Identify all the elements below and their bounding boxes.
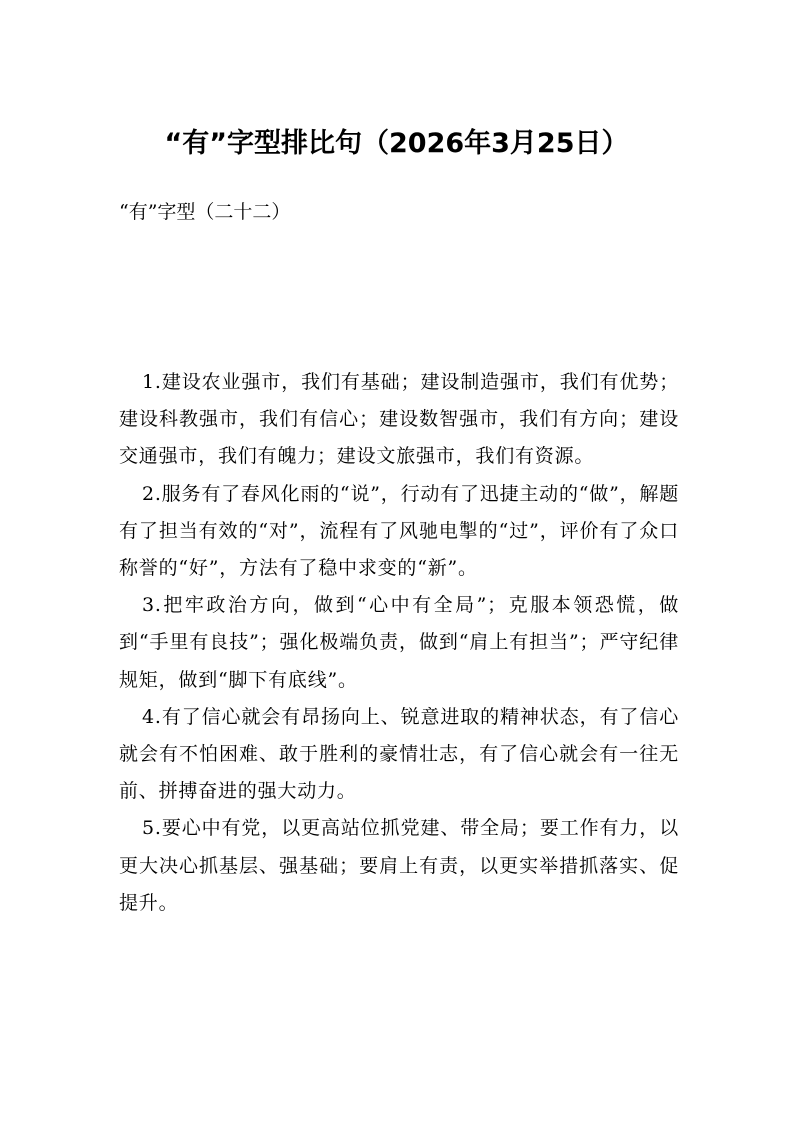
paragraph-4: 4.有了信心就会有昂扬向上、锐意进取的精神状态，有了信心就会有不怕困难、敢于胜利的豪情壮志，有了信心就会有一往无前、拼搏奋进的强大动力。 <box>119 705 679 803</box>
document-title: “有”字型排比句（2026年3月25日） <box>164 128 629 159</box>
paragraph-3: 3.把牢政治方向，做到“心中有全局”；克服本领恐慌，做到“手里有良技”；强化极端负责，做到“肩上有担当”；严守纪律规矩，做到“脚下有底线”。 <box>119 594 679 691</box>
paragraph-2: 2.服务有了春风化雨的“说”，行动有了迅捷主动的“做”，解题有了担当有效的“对”，流程有了风驰电掣的“过”，评价有了众口称誉的“好”，方法有了稳中求变的“新”。 <box>119 482 679 580</box>
document-subtitle: “有”字型（二十二） <box>119 201 291 223</box>
document-body <box>119 364 679 922</box>
paragraph-1: 1.建设农业强市，我们有基础；建设制造强市，我们有优势；建设科教强市，我们有信心；建设数智强市，我们有方向；建设交通强市，我们有魄力；建设文旅强市，我们有资源。 <box>119 371 679 468</box>
paragraph-5: 5.要心中有党，以更高站位抓党建、带全局；要工作有力，以更大决心抓基层、强基础；要肩上有责，以更实举措抓落实、促提升。 <box>119 817 679 914</box>
